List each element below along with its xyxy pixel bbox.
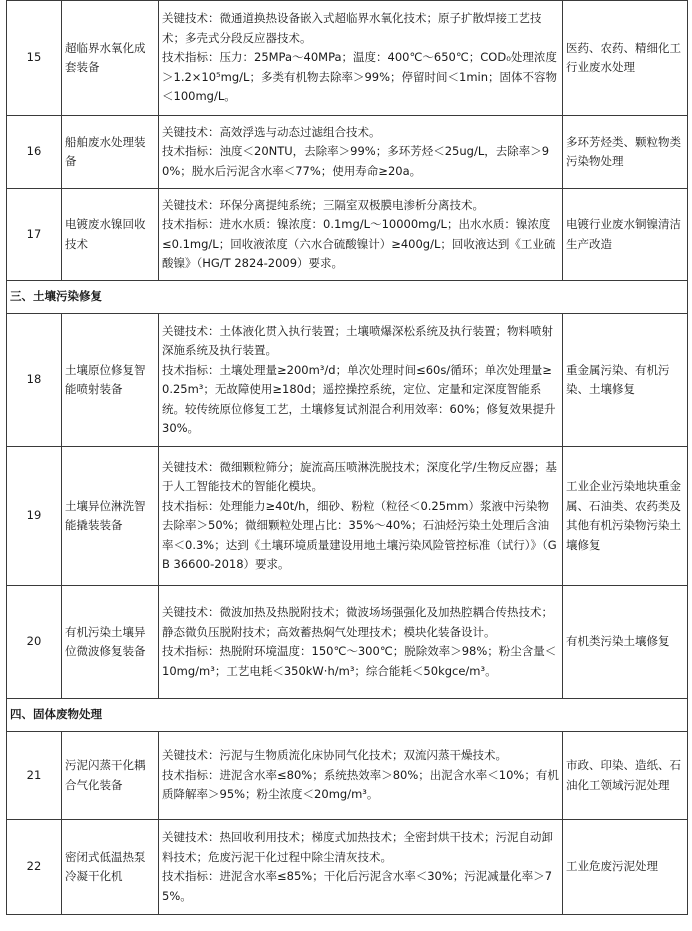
equipment-name: 超临界水氧化成套装备 <box>62 1 159 116</box>
technical-description <box>159 189 563 281</box>
technical-indicator-text: 技术指标：进泥含水率≤80%；系统热效率＞80%；出泥含水率＜10%；有机质降解率＞95%；粉尘浓度＜20mg/m³。 <box>162 767 559 802</box>
section-title: 四、固体废物处理 <box>7 699 688 732</box>
technical-indicator-text: 技术指标：进水水质：镍浓度：0.1mg/L～10000mg/L；出水水质：镍浓度≤0.1mg/L；回收液浓度（六水合硫酸镍计）≥400g/L；回收液达到《工业硫酸镍》（HG/T 2824-2009）要求。 <box>162 217 556 270</box>
key-technology-text: 关键技术：微通道换热设备嵌入式超临界水氧化技术；原子扩散焊接工艺技术；多壳式分段反应器技术。 <box>162 11 542 45</box>
equipment-name: 密闭式低温热泵冷凝干化机 <box>62 820 159 915</box>
table-row <box>7 586 688 699</box>
technical-description <box>159 447 563 586</box>
application-field: 重金属污染、有机污染、土壤修复 <box>563 314 688 447</box>
technical-description <box>159 116 563 189</box>
table-row <box>7 314 688 447</box>
table-row <box>7 820 688 915</box>
technical-description <box>159 586 563 699</box>
technical-description <box>159 1 563 116</box>
technical-description <box>159 820 563 915</box>
item-number: 15 <box>7 1 62 116</box>
equipment-name: 船舶废水处理装备 <box>62 116 159 189</box>
application-field: 工业企业污染地块重金属、石油类、农药类及其他有机污染物污染土壤修复 <box>563 447 688 586</box>
application-field: 市政、印染、造纸、石油化工领域污泥处理 <box>563 732 688 820</box>
item-number: 16 <box>7 116 62 189</box>
section-header-row <box>7 281 688 314</box>
equipment-name: 污泥闪蒸干化耦合气化装备 <box>62 732 159 820</box>
equipment-name: 土壤异位淋洗智能撬装装备 <box>62 447 159 586</box>
key-technology-text: 关键技术：热回收利用技术；梯度式加热技术；全密封烘干技术；污泥自动卸料技术；危废污泥干化过程中除尘清灰技术。 <box>162 830 553 864</box>
key-technology-text: 关键技术：微波加热及热脱附技术；微波场场强强化及加热腔耦合传热技术；静态微负压脱附技术；高效蓄热焖气处理技术；模块化装备设计。 <box>162 605 553 639</box>
application-field: 工业危废污泥处理 <box>563 820 688 915</box>
item-number: 19 <box>7 447 62 586</box>
item-number: 22 <box>7 820 62 915</box>
section-header-row <box>7 699 688 732</box>
key-technology-text: 关键技术：微细颗粒筛分；旋流高压喷淋洗脱技术；深度化学/生物反应器；基于人工智能技术的智能化模块。 <box>162 459 557 493</box>
key-technology-text: 关键技术：污泥与生物质流化床协同气化技术；双流闪蒸干燥技术。 <box>162 748 507 763</box>
table-row <box>7 1 688 116</box>
application-field: 多环芳烃类、颗粒物类污染物处理 <box>563 116 688 189</box>
table-row <box>7 447 688 586</box>
equipment-name: 电镀废水镍回收技术 <box>62 189 159 281</box>
equipment-name: 土壤原位修复智能喷射装备 <box>62 314 159 447</box>
table-row <box>7 732 688 820</box>
technical-indicator-text: 技术指标：进泥含水率≤85%；干化后污泥含水率＜30%；污泥减量化率＞75%。 <box>162 869 553 903</box>
section-title: 三、土壤污染修复 <box>7 281 688 314</box>
technical-description <box>159 732 563 820</box>
technical-indicator-text: 技术指标：处理能力≥40t/h，细砂、粉粒（粒径＜0.25mm）浆液中污染物去除率＞50%；微细颗粒处理占比：35%～40%；石油烃污染土处理后含油率＜0.3%；达到《土壤环境质量建设用地土壤污染风险管控标准（试行）》（GB 36600-2018）要求。 <box>162 498 557 571</box>
technical-indicator-text: 技术指标：压力：25MPa～40MPa；温度：400℃～650℃；COD₀处理浓度＞1.2×10⁵mg/L；多类有机物去除率＞99%；停留时间＜1min；固体不容物＜100mg/L。 <box>162 50 558 104</box>
key-technology-text: 关键技术：土体液化贯入执行装置；土壤喷爆深松系统及执行装置；物料喷射深施系统及执行装置。 <box>162 323 553 357</box>
application-field: 医药、农药、精细化工行业废水处理 <box>563 1 688 116</box>
table-body <box>7 1 688 915</box>
application-field: 有机类污染土壤修复 <box>563 586 688 699</box>
equipment-table <box>6 0 688 915</box>
application-field: 电镀行业废水铜镍清洁生产改造 <box>563 189 688 281</box>
key-technology-text: 关键技术：高效浮选与动态过滤组合技术。 <box>162 124 381 139</box>
item-number: 21 <box>7 732 62 820</box>
table-row <box>7 189 688 281</box>
technical-indicator-text: 技术指标：浊度＜20NTU，去除率＞99%；多环芳烃＜25ug/L，去除率＞90%；脱水后污泥含水率＜77%；使用寿命≥20a。 <box>162 144 550 178</box>
equipment-name: 有机污染土壤异位微波修复装备 <box>62 586 159 699</box>
item-number: 17 <box>7 189 62 281</box>
technical-indicator-text: 技术指标：热脱附环境温度：150℃～300℃；脱除效率＞98%；粉尘含量＜10mg/m³；工艺电耗＜350kW·h/m³；综合能耗＜50kgce/m³。 <box>162 644 557 678</box>
item-number: 18 <box>7 314 62 447</box>
technical-description <box>159 314 563 447</box>
technical-indicator-text: 技术指标：土壤处理量≥200m³/d；单次处理时间≤60s/循环；单次处理量≥0.25m³；无故障使用≥180d；遥控操控系统，定位、定量和定深度智能系统。较传统原位修复工艺，土壤修复试剂混合利用效率：60%；修复效果提升30%。 <box>162 362 556 435</box>
key-technology-text: 关键技术：环保分离提纯系统；三隔室双极膜电渗析分离技术。 <box>162 197 484 212</box>
table-row <box>7 116 688 189</box>
item-number: 20 <box>7 586 62 699</box>
